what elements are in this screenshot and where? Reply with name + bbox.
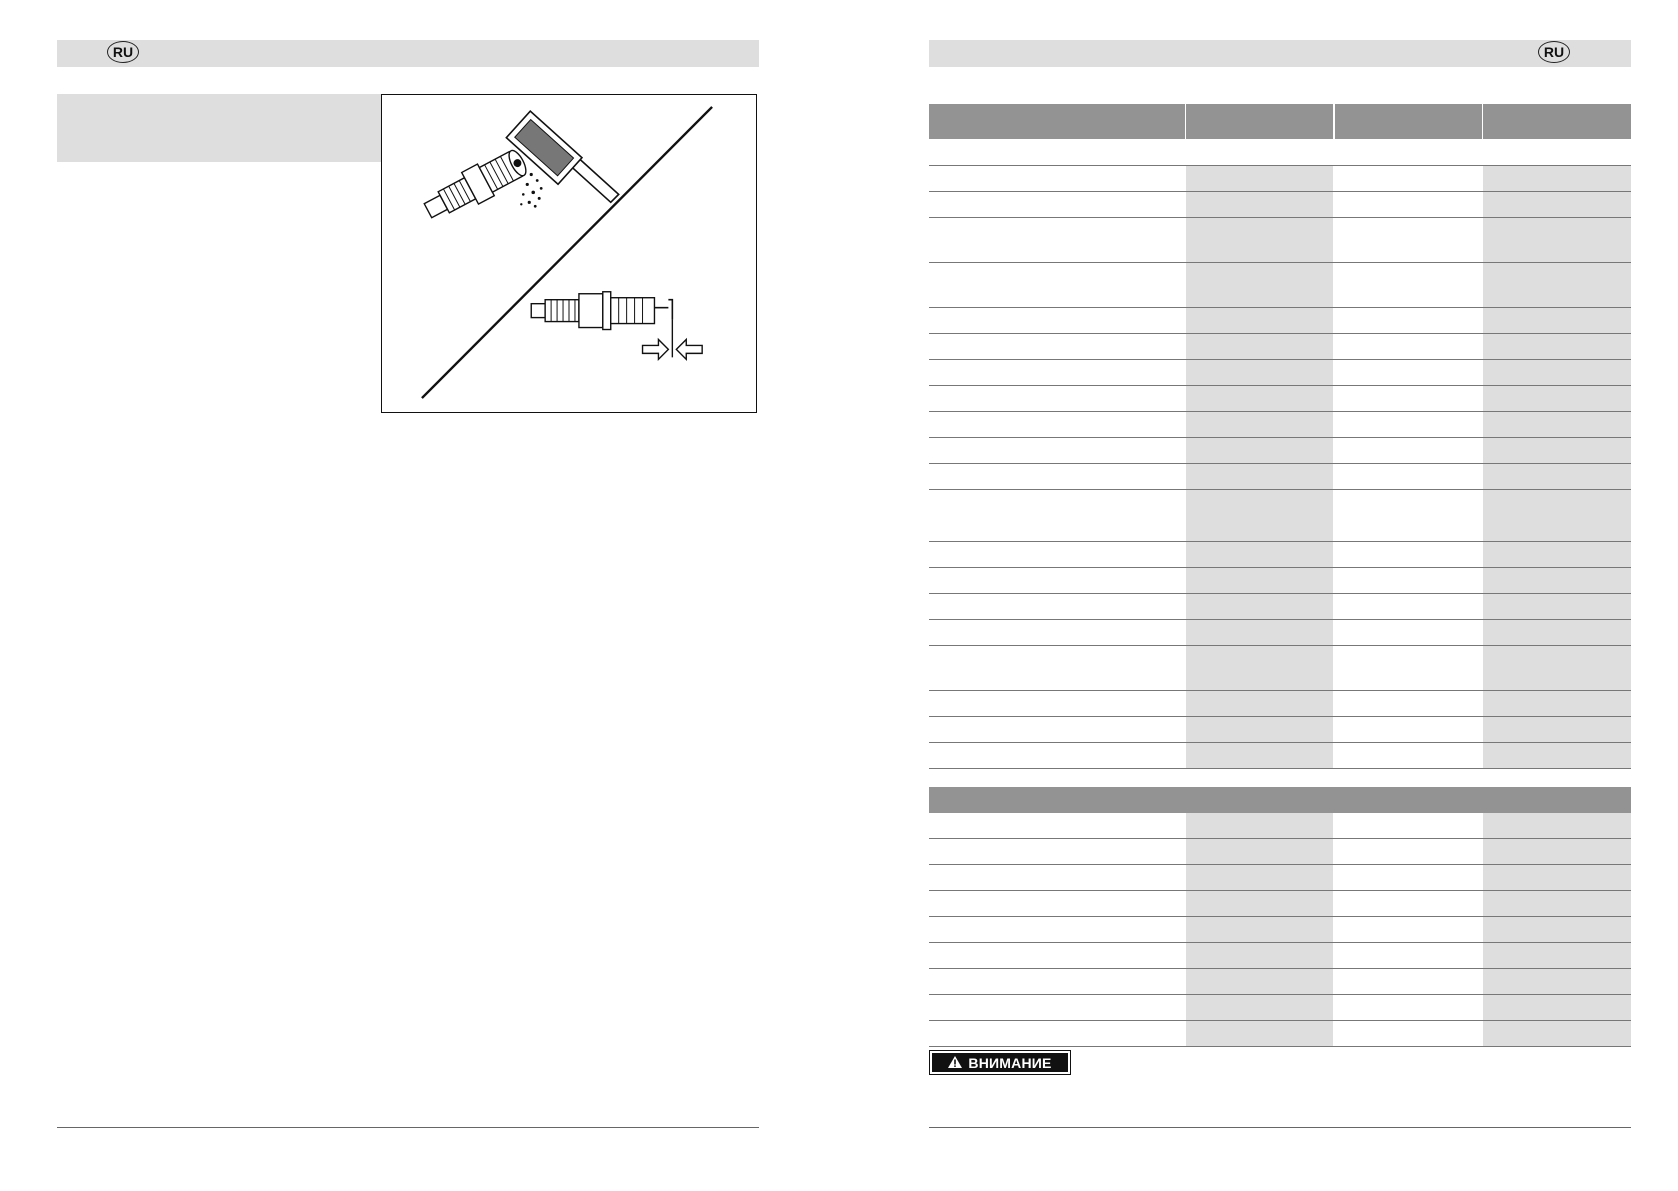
table-body-section-2: [929, 813, 1631, 1047]
table-cell: [929, 594, 1185, 619]
table-cell: [929, 865, 1185, 890]
specification-table: [929, 104, 1631, 1047]
table-cell: [1186, 166, 1333, 191]
language-badge-left: RU: [107, 41, 139, 63]
table-cell: [1186, 360, 1333, 385]
table-row: [929, 1021, 1631, 1047]
table-cell: [929, 542, 1185, 567]
table-cell: [929, 334, 1185, 359]
table-header-cell-4: [1483, 104, 1631, 139]
table-cell: [1186, 568, 1333, 593]
table-cell: [1483, 360, 1631, 385]
table-cell: [1186, 192, 1333, 217]
table-row: [929, 568, 1631, 594]
table-cell: [929, 438, 1185, 463]
left-note-box: [57, 94, 381, 162]
table-row: [929, 891, 1631, 917]
table-body-section-1: [929, 166, 1631, 769]
table-cell: [929, 490, 1185, 541]
table-cell: [1335, 813, 1482, 838]
table-cell: [1335, 917, 1482, 942]
table-cell: [929, 568, 1185, 593]
table-cell: [1483, 166, 1631, 191]
table-cell: [1186, 412, 1333, 437]
table-row: [929, 743, 1631, 769]
table-row: [929, 813, 1631, 839]
left-page-header: [57, 40, 759, 67]
table-cell: [1186, 646, 1333, 690]
table-row: [929, 218, 1631, 263]
table-cell: [929, 360, 1185, 385]
table-cell: [1186, 743, 1333, 768]
table-cell: [1483, 594, 1631, 619]
right-page-header: [929, 40, 1631, 67]
table-row: [929, 334, 1631, 360]
table-cell: [1335, 464, 1482, 489]
table-row: [929, 839, 1631, 865]
table-cell: [1335, 263, 1482, 307]
table-section-header: [929, 787, 1631, 813]
table-cell: [929, 192, 1185, 217]
table-cell: [929, 743, 1185, 768]
table-row: [929, 717, 1631, 743]
table-spacer-row: [929, 139, 1631, 166]
table-row: [929, 917, 1631, 943]
table-cell: [1186, 438, 1333, 463]
table-row: [929, 386, 1631, 412]
table-cell: [1186, 334, 1333, 359]
table-cell: [1186, 717, 1333, 742]
warning-label: [930, 1051, 1070, 1074]
table-cell: [1335, 412, 1482, 437]
table-cell: [1335, 943, 1482, 968]
table-cell: [1186, 839, 1333, 864]
table-row: [929, 438, 1631, 464]
brush-icon: [506, 111, 618, 202]
table-cell: [1186, 308, 1333, 333]
table-cell: [1335, 865, 1482, 890]
table-cell: [1335, 839, 1482, 864]
table-cell: [929, 218, 1185, 262]
table-row: [929, 594, 1631, 620]
table-row: [929, 360, 1631, 386]
table-row: [929, 542, 1631, 568]
table-row: [929, 490, 1631, 542]
table-cell: [1186, 917, 1333, 942]
table-cell: [1335, 166, 1482, 191]
table-row: [929, 943, 1631, 969]
table-cell: [929, 891, 1185, 916]
table-cell: [929, 464, 1185, 489]
table-row: [929, 646, 1631, 691]
table-cell: [1335, 717, 1482, 742]
spark-plug-figure: [381, 94, 757, 413]
table-row: [929, 995, 1631, 1021]
table-cell: [1186, 386, 1333, 411]
spark-plug-lower-icon: [531, 292, 672, 330]
table-cell: [1483, 691, 1631, 716]
table-cell: [1186, 490, 1333, 541]
table-cell: [1483, 334, 1631, 359]
table-cell: [929, 1021, 1185, 1046]
table-cell: [929, 717, 1185, 742]
table-cell: [1186, 620, 1333, 645]
table-cell: [1483, 412, 1631, 437]
right-footer-rule: [929, 1127, 1631, 1128]
table-cell: [929, 969, 1185, 994]
table-cell: [1186, 263, 1333, 307]
table-cell: [1483, 943, 1631, 968]
table-cell: [1483, 839, 1631, 864]
table-row: [929, 412, 1631, 438]
table-row: [929, 166, 1631, 192]
table-cell: [1335, 542, 1482, 567]
spark-plug-upper-icon: [420, 144, 532, 226]
table-cell: [929, 412, 1185, 437]
table-cell: [1335, 386, 1482, 411]
warning-text: ВНИМАНИЕ: [968, 1054, 1052, 1071]
table-cell: [1483, 620, 1631, 645]
left-footer-rule: [57, 1127, 759, 1128]
table-cell: [1483, 646, 1631, 690]
table-cell: [1335, 360, 1482, 385]
table-cell: [929, 943, 1185, 968]
table-row: [929, 192, 1631, 218]
table-cell: [1335, 995, 1482, 1020]
table-cell: [1483, 969, 1631, 994]
table-cell: [1186, 1021, 1333, 1046]
table-cell: [1483, 917, 1631, 942]
table-header-cell-1: [929, 104, 1185, 139]
table-cell: [1186, 943, 1333, 968]
table-cell: [1483, 192, 1631, 217]
table-cell: [1335, 594, 1482, 619]
table-cell: [929, 839, 1185, 864]
table-cell: [1483, 743, 1631, 768]
table-cell: [1186, 891, 1333, 916]
table-cell: [929, 995, 1185, 1020]
table-cell: [929, 917, 1185, 942]
table-cell: [1186, 995, 1333, 1020]
table-cell: [1483, 568, 1631, 593]
table-cell: [1335, 334, 1482, 359]
table-cell: [1186, 969, 1333, 994]
table-cell: [1483, 865, 1631, 890]
table-cell: [1335, 218, 1482, 262]
table-cell: [1186, 594, 1333, 619]
table-cell: [929, 620, 1185, 645]
warning-triangle-icon: [948, 1055, 962, 1071]
table-cell: [1483, 263, 1631, 307]
language-badge-right: RU: [1538, 41, 1570, 63]
gap-measure-icon: [643, 320, 703, 360]
table-cell: [1186, 464, 1333, 489]
table-cell: [1483, 717, 1631, 742]
table-row: [929, 620, 1631, 646]
table-cell: [1335, 891, 1482, 916]
table-cell: [1483, 386, 1631, 411]
table-header-row: [929, 104, 1631, 139]
table-row: [929, 865, 1631, 891]
table-cell: [1483, 891, 1631, 916]
table-cell: [1335, 691, 1482, 716]
table-cell: [1483, 438, 1631, 463]
table-cell: [1483, 995, 1631, 1020]
table-cell: [1335, 743, 1482, 768]
table-cell: [1483, 813, 1631, 838]
table-cell: [1483, 218, 1631, 262]
table-cell: [1335, 1021, 1482, 1046]
table-row: [929, 691, 1631, 717]
table-row: [929, 263, 1631, 308]
table-row: [929, 969, 1631, 995]
table-cell: [929, 308, 1185, 333]
table-cell: [1483, 308, 1631, 333]
table-cell: [1335, 620, 1482, 645]
table-row: [929, 464, 1631, 490]
table-cell: [1335, 438, 1482, 463]
debris-particles: [520, 173, 542, 208]
table-cell: [1186, 691, 1333, 716]
table-cell: [1483, 490, 1631, 541]
table-cell: [929, 166, 1185, 191]
table-cell: [1186, 218, 1333, 262]
table-cell: [1186, 542, 1333, 567]
table-cell: [1335, 308, 1482, 333]
table-cell: [1483, 542, 1631, 567]
table-cell: [929, 646, 1185, 690]
table-row: [929, 308, 1631, 334]
table-header-cell-3: [1335, 104, 1482, 139]
table-header-cell-2: [1186, 104, 1333, 139]
spark-plug-illustration: [382, 95, 756, 412]
table-cell: [929, 813, 1185, 838]
table-cell: [1335, 568, 1482, 593]
table-cell: [1483, 1021, 1631, 1046]
table-cell: [1483, 464, 1631, 489]
table-cell: [1335, 969, 1482, 994]
table-cell: [1335, 490, 1482, 541]
table-cell: [1335, 192, 1482, 217]
table-cell: [1186, 865, 1333, 890]
table-cell: [929, 386, 1185, 411]
table-cell: [929, 691, 1185, 716]
table-cell: [1186, 813, 1333, 838]
table-cell: [1335, 646, 1482, 690]
table-cell: [929, 263, 1185, 307]
